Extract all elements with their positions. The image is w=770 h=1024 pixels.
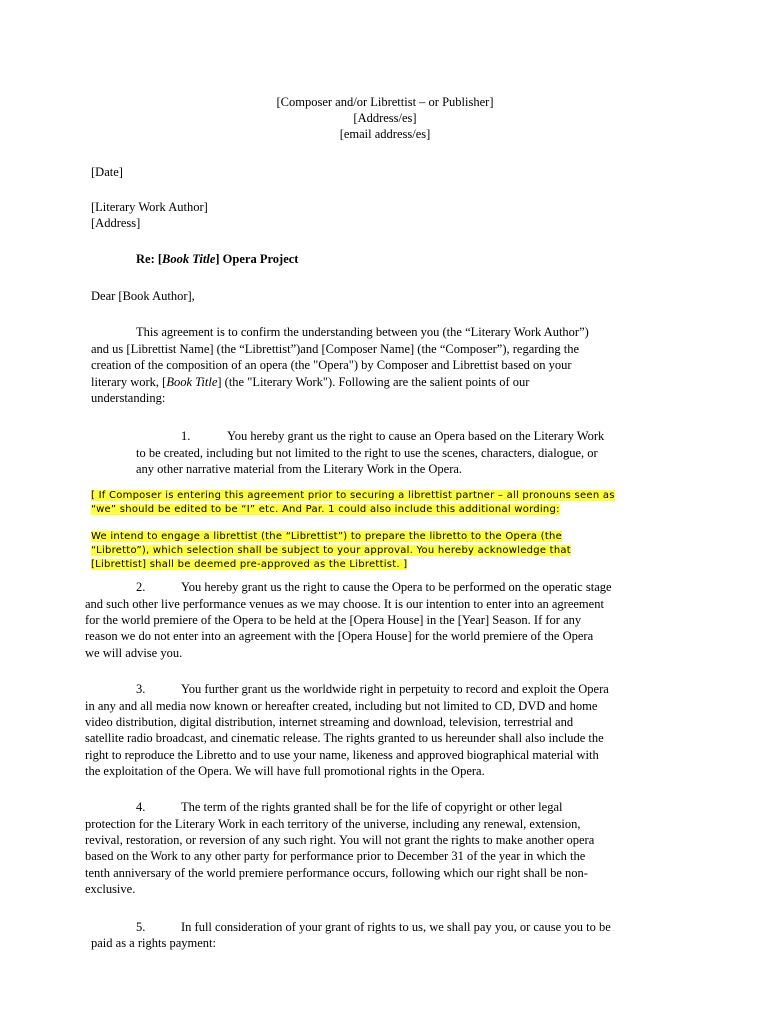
editorial-note-line: [91, 500, 560, 517]
item-4-line: tenth anniversary of the world premiere performance occurs, following which our right shall be non-: [85, 866, 588, 880]
intro-line: creation of the composition of an opera (the "Opera") by Composer and Librettist based on your: [91, 358, 572, 372]
intro-line: understanding:: [91, 391, 166, 405]
item-4-number: 4.: [136, 800, 146, 814]
item-3-line: in any and all media now known or hereafter created, including but not limited to CD, DVD and home: [85, 699, 598, 713]
item-2-line: You hereby grant us the right to cause the Opera to be performed on the operatic stage: [181, 580, 612, 594]
intro-book-title: Book Title: [166, 375, 218, 389]
item-5-line: paid as a rights payment:: [91, 936, 216, 950]
item-2-line: and such other live performance venues as we may choose. It is our intention to enter into an agreement: [85, 597, 604, 611]
intro-line: [91, 374, 529, 391]
salutation: Dear [Book Author],: [91, 289, 195, 303]
item-1-line: to be created, including but not limited to the right to use the scenes, characters, dialogue, or: [136, 446, 598, 460]
highlighted-text: [Librettist] shall be deemed pre-approved as the Librettist. ]: [91, 559, 408, 570]
item-4-line: exclusive.: [85, 882, 136, 896]
item-1-number: 1.: [181, 429, 191, 443]
subject-suffix: ] Opera Project: [215, 252, 299, 266]
item-5-line: In full consideration of your grant of rights to us, we shall pay you, or cause you to be: [181, 920, 611, 934]
highlighted-text: “Libretto”), which selection shall be subject to your approval. You hereby acknowledge that: [91, 545, 571, 556]
item-5-number: 5.: [136, 920, 146, 934]
item-3-line: satellite radio broadcast, and cinematic release. The rights granted to us hereunder shall also include the: [85, 731, 604, 745]
subject-prefix: Re: [: [136, 252, 163, 266]
highlighted-text: “we” should be edited to be “I” etc. And Par. 1 could also include this additional wording:: [91, 504, 560, 515]
item-2-line: for the world premiere of the Opera to be held at the [Opera House] in the [Year] Season. If for any: [85, 613, 582, 627]
editorial-note-line: [91, 555, 407, 572]
item-3-line: video distribution, digital distribution, internet streaming and download, television, terrestrial and: [85, 715, 574, 729]
item-4-line: protection for the Literary Work in each territory of the universe, including any renewal, extension,: [85, 817, 581, 831]
letter-date: [Date]: [91, 165, 123, 179]
item-2-number: 2.: [136, 580, 146, 594]
subject-book-title: Book Title: [162, 252, 216, 266]
subject-line: [136, 251, 298, 268]
item-3-number: 3.: [136, 682, 146, 696]
item-2-line: we will advise you.: [85, 646, 183, 660]
intro-line: and us [Librettist Name] (the “Librettist”)and [Composer Name] (the “Composer”), regarding the: [91, 342, 580, 356]
item-2-line: reason we do not enter into an agreement with the [Opera House] for the world premiere of the Opera: [85, 629, 594, 643]
highlighted-text: [ If Composer is entering this agreement prior to securing a librettist partner – all pronouns seen as: [91, 490, 615, 501]
item-3-line: You further grant us the worldwide right in perpetuity to record and exploit the Opera: [181, 682, 609, 696]
item-3-line: right to reproduce the Libretto and to use your name, likeness and approved biographical material with: [85, 748, 599, 762]
item-1-line: any other narrative material from the Literary Work in the Opera.: [136, 462, 463, 476]
highlighted-text: We intend to engage a librettist (the “Librettist”) to prepare the libretto to the Opera (the: [91, 531, 562, 542]
item-1-line: You hereby grant us the right to cause an Opera based on the Literary Work: [227, 429, 605, 443]
intro-line: This agreement is to confirm the understanding between you (the “Literary Work Author”): [136, 325, 589, 339]
recipient-address: [Address]: [91, 216, 141, 230]
sender-address: [Address/es]: [353, 111, 417, 125]
item-4-line: revival, restoration, or reversion of any such right. You will not grant the rights to make another opera: [85, 833, 595, 847]
item-3-line: the exploitation of the Opera. We will have full promotional rights in the Opera.: [85, 764, 485, 778]
sender-email: [email address/es]: [339, 127, 431, 141]
intro-text: ] (the "Literary Work"). Following are the salient points of our: [217, 375, 530, 389]
item-4-line: based on the Work to any other party for performance prior to December 31 of the year in which the: [85, 849, 586, 863]
intro-text: literary work, [: [91, 375, 167, 389]
recipient-name: [Literary Work Author]: [91, 200, 208, 214]
sender-name: [Composer and/or Librettist – or Publisher]: [276, 95, 494, 109]
item-4-line: The term of the rights granted shall be for the life of copyright or other legal: [181, 800, 563, 814]
